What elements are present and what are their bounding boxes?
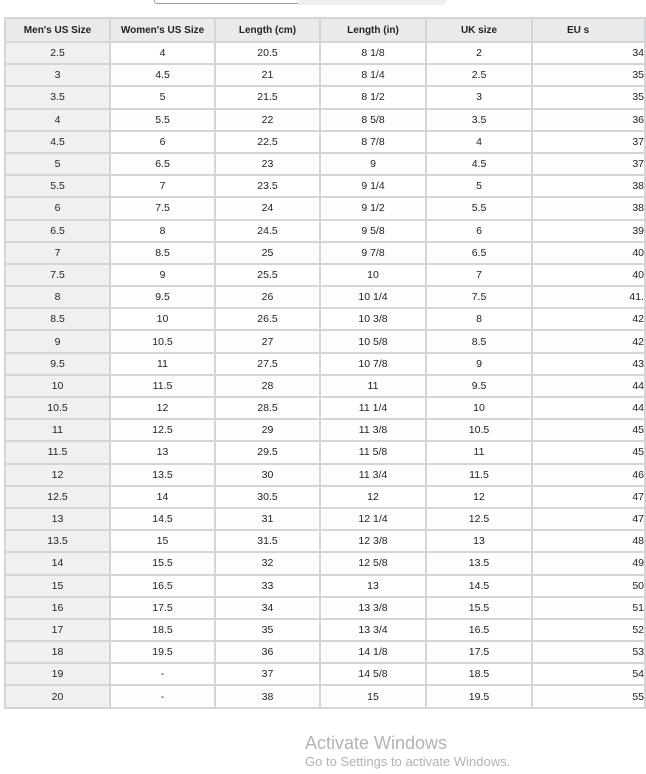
cell-mens-us-size: 3 — [5, 64, 110, 86]
watermark-subtitle: Go to Settings to activate Windows. — [305, 754, 511, 769]
cell-uk-size: 12.5 — [426, 508, 532, 530]
cell-mens-us-size: 8.5 — [5, 308, 110, 330]
cell-womens-us-size: 5.5 — [110, 109, 215, 131]
cell-length-in: 9 7/8 — [320, 242, 426, 264]
cell-eu-size: 38 — [532, 175, 645, 197]
cell-eu-size: 45 — [532, 441, 645, 463]
cell-mens-us-size: 7 — [5, 242, 110, 264]
cell-mens-us-size: 8 — [5, 286, 110, 308]
cell-eu-size: 40 — [532, 264, 645, 286]
cell-length-in: 8 7/8 — [320, 131, 426, 153]
cell-eu-size: 46 — [532, 464, 645, 486]
cell-mens-us-size: 18 — [5, 641, 110, 663]
cell-uk-size: 5.5 — [426, 197, 532, 219]
cell-eu-size: 37 — [532, 153, 645, 175]
toolbar-panel-fragment — [298, 0, 446, 5]
cell-length-cm: 25 — [215, 242, 320, 264]
table-row — [5, 597, 645, 619]
cell-length-cm: 22.5 — [215, 131, 320, 153]
cell-eu-size: 54 — [532, 663, 645, 685]
cell-length-in: 9 5/8 — [320, 220, 426, 242]
table-row — [5, 242, 645, 264]
cell-mens-us-size: 20 — [5, 685, 110, 707]
cell-length-cm: 21 — [215, 64, 320, 86]
cell-eu-size: 36 — [532, 109, 645, 131]
cell-length-cm: 22 — [215, 109, 320, 131]
cell-eu-size: 55 — [532, 685, 645, 707]
header-uk-size: UK size — [426, 18, 532, 42]
table-row — [5, 175, 645, 197]
cell-length-in: 13 3/4 — [320, 619, 426, 641]
cell-uk-size: 3 — [426, 86, 532, 108]
cell-length-cm: 25.5 — [215, 264, 320, 286]
cell-length-in: 9 1/4 — [320, 175, 426, 197]
cell-length-in: 12 1/4 — [320, 508, 426, 530]
cell-mens-us-size: 15 — [5, 575, 110, 597]
cell-womens-us-size: 8 — [110, 220, 215, 242]
cell-uk-size: 4 — [426, 131, 532, 153]
cell-womens-us-size: - — [110, 663, 215, 685]
cell-eu-size: 42 — [532, 308, 645, 330]
cell-eu-size: 47 — [532, 486, 645, 508]
table-row — [5, 197, 645, 219]
table-row — [5, 641, 645, 663]
cell-length-in: 10 7/8 — [320, 353, 426, 375]
cell-length-cm: 33 — [215, 575, 320, 597]
cell-length-cm: 29 — [215, 419, 320, 441]
cell-uk-size: 9 — [426, 353, 532, 375]
cell-eu-size: 38 — [532, 197, 645, 219]
cell-eu-size: 41. — [532, 286, 645, 308]
header-eu-size: EU s — [532, 18, 645, 42]
cell-womens-us-size: 9.5 — [110, 286, 215, 308]
cell-length-in: 12 3/8 — [320, 530, 426, 552]
activate-windows-watermark — [305, 732, 510, 770]
cell-mens-us-size: 17 — [5, 619, 110, 641]
cell-length-in: 13 3/8 — [320, 597, 426, 619]
cell-womens-us-size: 7.5 — [110, 197, 215, 219]
cell-womens-us-size: 7 — [110, 175, 215, 197]
cell-eu-size: 35 — [532, 64, 645, 86]
header-length-in: Length (in) — [320, 18, 426, 42]
cell-uk-size: 2.5 — [426, 64, 532, 86]
cell-uk-size: 6.5 — [426, 242, 532, 264]
cell-mens-us-size: 6.5 — [5, 220, 110, 242]
cell-womens-us-size: 10 — [110, 308, 215, 330]
cell-length-cm: 34 — [215, 597, 320, 619]
cell-length-in: 9 — [320, 153, 426, 175]
cell-length-cm: 20.5 — [215, 42, 320, 64]
cell-womens-us-size: - — [110, 685, 215, 707]
cell-womens-us-size: 19.5 — [110, 641, 215, 663]
cell-womens-us-size: 13.5 — [110, 464, 215, 486]
cell-womens-us-size: 11 — [110, 353, 215, 375]
cell-eu-size: 43 — [532, 353, 645, 375]
table-row — [5, 64, 645, 86]
cell-mens-us-size: 19 — [5, 663, 110, 685]
cell-mens-us-size: 4.5 — [5, 131, 110, 153]
search-input-fragment[interactable] — [154, 0, 300, 4]
cell-eu-size: 48 — [532, 530, 645, 552]
cell-length-cm: 23.5 — [215, 175, 320, 197]
table-row — [5, 375, 645, 397]
cell-length-cm: 30.5 — [215, 486, 320, 508]
cell-mens-us-size: 13.5 — [5, 530, 110, 552]
table-row — [5, 685, 645, 707]
cell-womens-us-size: 5 — [110, 86, 215, 108]
table-row — [5, 286, 645, 308]
header-mens-us-size: Men's US Size — [5, 18, 110, 42]
cell-length-cm: 27 — [215, 330, 320, 352]
cell-eu-size: 40 — [532, 242, 645, 264]
cell-eu-size: 39 — [532, 220, 645, 242]
cell-length-in: 8 1/8 — [320, 42, 426, 64]
cell-uk-size: 2 — [426, 42, 532, 64]
cell-womens-us-size: 16.5 — [110, 575, 215, 597]
cell-length-in: 8 5/8 — [320, 109, 426, 131]
cell-length-in: 15 — [320, 685, 426, 707]
cell-length-in: 11 — [320, 375, 426, 397]
cell-eu-size: 50 — [532, 575, 645, 597]
cell-eu-size: 37 — [532, 131, 645, 153]
cell-length-in: 11 1/4 — [320, 397, 426, 419]
table-body — [5, 42, 645, 708]
cell-mens-us-size: 13 — [5, 508, 110, 530]
cell-uk-size: 16.5 — [426, 619, 532, 641]
cell-mens-us-size: 11.5 — [5, 441, 110, 463]
table-row — [5, 441, 645, 463]
table-row — [5, 419, 645, 441]
table-row — [5, 530, 645, 552]
cell-uk-size: 18.5 — [426, 663, 532, 685]
cell-womens-us-size: 10.5 — [110, 330, 215, 352]
cell-womens-us-size: 17.5 — [110, 597, 215, 619]
cell-length-cm: 24 — [215, 197, 320, 219]
cell-uk-size: 17.5 — [426, 641, 532, 663]
table-row — [5, 264, 645, 286]
cell-uk-size: 10 — [426, 397, 532, 419]
table-row — [5, 109, 645, 131]
cell-mens-us-size: 12.5 — [5, 486, 110, 508]
cell-mens-us-size: 4 — [5, 109, 110, 131]
cell-length-in: 14 1/8 — [320, 641, 426, 663]
cell-womens-us-size: 14.5 — [110, 508, 215, 530]
cell-eu-size: 52 — [532, 619, 645, 641]
cell-uk-size: 6 — [426, 220, 532, 242]
table-row — [5, 308, 645, 330]
cell-length-in: 11 3/4 — [320, 464, 426, 486]
cell-length-cm: 36 — [215, 641, 320, 663]
size-chart-table — [4, 17, 646, 709]
cell-length-cm: 26 — [215, 286, 320, 308]
cell-mens-us-size: 3.5 — [5, 86, 110, 108]
table-row — [5, 464, 645, 486]
cell-length-in: 9 1/2 — [320, 197, 426, 219]
cell-uk-size: 13.5 — [426, 552, 532, 574]
cell-length-in: 11 3/8 — [320, 419, 426, 441]
cell-mens-us-size: 6 — [5, 197, 110, 219]
cell-eu-size: 34 — [532, 42, 645, 64]
cell-uk-size: 14.5 — [426, 575, 532, 597]
cell-length-cm: 35 — [215, 619, 320, 641]
cell-mens-us-size: 11 — [5, 419, 110, 441]
cell-womens-us-size: 6.5 — [110, 153, 215, 175]
cell-womens-us-size: 12.5 — [110, 419, 215, 441]
cell-length-cm: 29.5 — [215, 441, 320, 463]
cell-length-cm: 23 — [215, 153, 320, 175]
cell-mens-us-size: 9.5 — [5, 353, 110, 375]
cell-eu-size: 53 — [532, 641, 645, 663]
cell-womens-us-size: 4.5 — [110, 64, 215, 86]
cell-eu-size: 51 — [532, 597, 645, 619]
cell-length-in: 8 1/4 — [320, 64, 426, 86]
cell-length-cm: 30 — [215, 464, 320, 486]
watermark-title: Activate Windows — [305, 733, 448, 753]
cell-uk-size: 19.5 — [426, 685, 532, 707]
cell-uk-size: 3.5 — [426, 109, 532, 131]
cell-mens-us-size: 16 — [5, 597, 110, 619]
table-row — [5, 353, 645, 375]
cell-uk-size: 9.5 — [426, 375, 532, 397]
table-row — [5, 486, 645, 508]
cell-length-in: 10 1/4 — [320, 286, 426, 308]
header-length-cm: Length (cm) — [215, 18, 320, 42]
cell-uk-size: 4.5 — [426, 153, 532, 175]
cell-length-cm: 26.5 — [215, 308, 320, 330]
table-row — [5, 86, 645, 108]
cell-length-cm: 28 — [215, 375, 320, 397]
cell-womens-us-size: 15.5 — [110, 552, 215, 574]
cell-mens-us-size: 5.5 — [5, 175, 110, 197]
cell-mens-us-size: 7.5 — [5, 264, 110, 286]
size-chart-table-container — [4, 17, 644, 709]
cell-uk-size: 13 — [426, 530, 532, 552]
table-row — [5, 397, 645, 419]
cell-womens-us-size: 6 — [110, 131, 215, 153]
header-womens-us-size: Women's US Size — [110, 18, 215, 42]
table-row — [5, 220, 645, 242]
cell-length-cm: 28.5 — [215, 397, 320, 419]
cell-mens-us-size: 12 — [5, 464, 110, 486]
table-row — [5, 552, 645, 574]
cell-uk-size: 7.5 — [426, 286, 532, 308]
cell-womens-us-size: 9 — [110, 264, 215, 286]
cell-womens-us-size: 14 — [110, 486, 215, 508]
cell-womens-us-size: 11.5 — [110, 375, 215, 397]
cell-mens-us-size: 2.5 — [5, 42, 110, 64]
cell-uk-size: 8 — [426, 308, 532, 330]
cell-eu-size: 44 — [532, 375, 645, 397]
cell-eu-size: 45 — [532, 419, 645, 441]
table-row — [5, 153, 645, 175]
table-row — [5, 131, 645, 153]
cell-mens-us-size: 10 — [5, 375, 110, 397]
cell-uk-size: 11 — [426, 441, 532, 463]
cell-eu-size: 44 — [532, 397, 645, 419]
table-row — [5, 508, 645, 530]
cell-length-in: 13 — [320, 575, 426, 597]
cell-length-cm: 24.5 — [215, 220, 320, 242]
table-row — [5, 663, 645, 685]
header-row — [5, 18, 645, 42]
cell-mens-us-size: 14 — [5, 552, 110, 574]
cell-length-cm: 31 — [215, 508, 320, 530]
cell-uk-size: 7 — [426, 264, 532, 286]
cell-uk-size: 10.5 — [426, 419, 532, 441]
table-row — [5, 330, 645, 352]
cell-uk-size: 8.5 — [426, 330, 532, 352]
table-row — [5, 575, 645, 597]
cell-eu-size: 49 — [532, 552, 645, 574]
cell-length-in: 10 5/8 — [320, 330, 426, 352]
cell-uk-size: 15.5 — [426, 597, 532, 619]
cell-length-in: 10 — [320, 264, 426, 286]
cell-womens-us-size: 4 — [110, 42, 215, 64]
cell-length-cm: 21.5 — [215, 86, 320, 108]
cell-length-in: 11 5/8 — [320, 441, 426, 463]
cell-length-cm: 38 — [215, 685, 320, 707]
cell-length-in: 8 1/2 — [320, 86, 426, 108]
cell-length-cm: 37 — [215, 663, 320, 685]
cell-mens-us-size: 10.5 — [5, 397, 110, 419]
cell-womens-us-size: 12 — [110, 397, 215, 419]
cell-uk-size: 5 — [426, 175, 532, 197]
cell-length-in: 12 — [320, 486, 426, 508]
cell-length-in: 14 5/8 — [320, 663, 426, 685]
cell-length-cm: 27.5 — [215, 353, 320, 375]
cell-length-in: 10 3/8 — [320, 308, 426, 330]
cell-mens-us-size: 9 — [5, 330, 110, 352]
cell-womens-us-size: 13 — [110, 441, 215, 463]
table-header — [5, 18, 645, 42]
cell-length-cm: 31.5 — [215, 530, 320, 552]
cell-length-cm: 32 — [215, 552, 320, 574]
cell-length-in: 12 5/8 — [320, 552, 426, 574]
cell-eu-size: 42 — [532, 330, 645, 352]
table-row — [5, 42, 645, 64]
cell-womens-us-size: 8.5 — [110, 242, 215, 264]
top-toolbar-fragment — [0, 0, 605, 14]
table-row — [5, 619, 645, 641]
cell-uk-size: 12 — [426, 486, 532, 508]
cell-uk-size: 11.5 — [426, 464, 532, 486]
cell-eu-size: 35 — [532, 86, 645, 108]
cell-mens-us-size: 5 — [5, 153, 110, 175]
cell-eu-size: 47 — [532, 508, 645, 530]
cell-womens-us-size: 15 — [110, 530, 215, 552]
cell-womens-us-size: 18.5 — [110, 619, 215, 641]
